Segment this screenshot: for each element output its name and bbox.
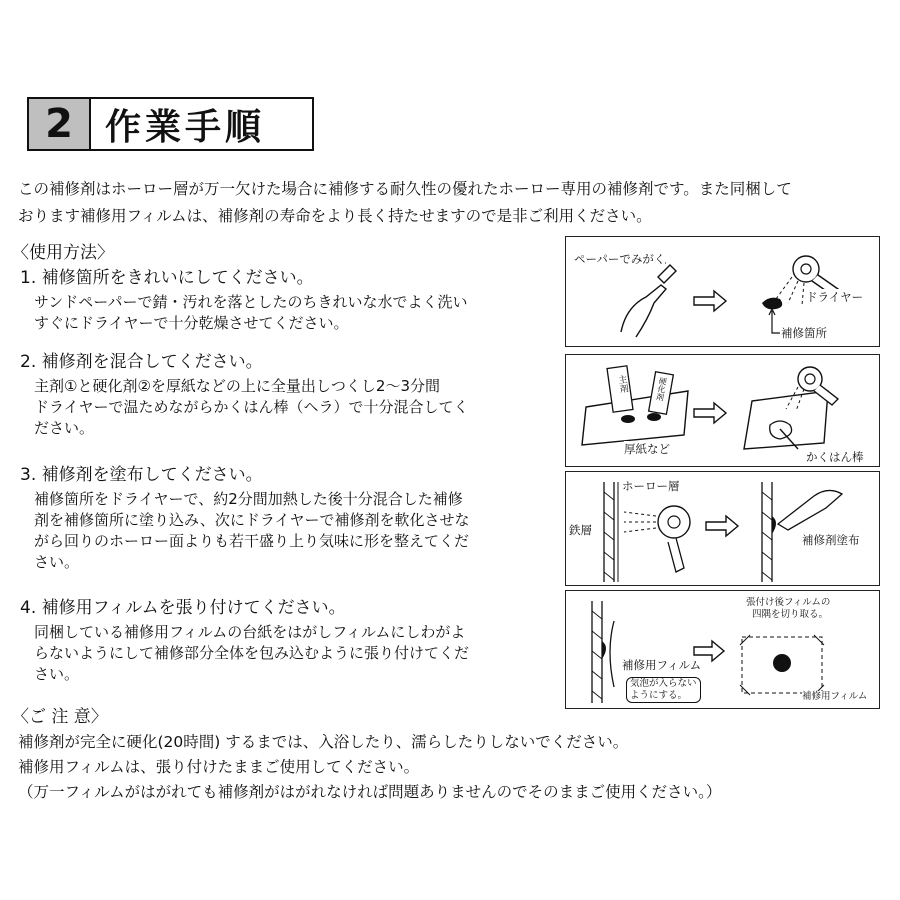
step-body <box>34 292 540 334</box>
step-line: 剤を補修箇所に塗り込み、次にドライヤーで補修剤を軟化させな <box>34 511 470 529</box>
step-title: 1. 補修箇所をきれいにしてください。 <box>20 268 314 288</box>
step-1 <box>20 266 540 334</box>
note-line: （万一フィルムがはがれても補修剤がはがれなければ問題ありませんのでそのままご使用ください。） <box>18 783 722 801</box>
illustration-step-4 <box>565 590 880 709</box>
label-dryer: ドライヤー <box>806 290 864 304</box>
label-enamel-layer: ホーロー層 <box>622 479 680 493</box>
label-main-tube: 主剤 <box>615 374 629 394</box>
label-iron-layer: 鉄層 <box>569 523 592 537</box>
illustration-step-1 <box>565 236 880 347</box>
label-line: 張付け後フィルムの <box>746 597 831 608</box>
label-apply-agent: 補修剤塗布 <box>802 533 860 547</box>
note-line: 補修剤が完全に硬化(20時間) するまでは、入浴したり、濡らしたりしないでください。 <box>18 733 629 751</box>
step-line: さい。 <box>34 665 80 683</box>
step-4 <box>20 596 540 685</box>
notes-heading: 〈ご 注 意〉 <box>12 707 108 727</box>
section-number: 2 <box>29 99 91 149</box>
note-line: 補修用フィルムは、張り付けたままご使用してください。 <box>18 758 420 776</box>
step-line: さい。 <box>34 553 80 571</box>
step-body <box>34 489 540 573</box>
label-cut-corners <box>746 597 830 621</box>
step-2 <box>20 350 540 439</box>
step-line: らないようにして補修部分全体を包み込むように張り付けてくだ <box>34 644 470 662</box>
label-repair-spot: 補修箇所 <box>781 326 827 340</box>
step-line: 補修箇所をドライヤーで、約2分間加熱した後十分混合した補修 <box>34 490 463 508</box>
page-title: 作業手順 <box>105 106 266 148</box>
label-line: 気泡が入らない <box>630 678 697 689</box>
label-stir-stick: かくはん棒 <box>806 450 864 464</box>
step-line: ドライヤーで温ためながらかくはん棒（ヘラ）で十分混合してく <box>34 398 469 416</box>
label-line: ようにする。 <box>630 690 688 701</box>
label-line: 四隅を切り取る。 <box>752 609 829 620</box>
usage-heading: 〈使用方法〉 <box>12 243 114 263</box>
step-line: がら回りのホーロー面よりも若干盛り上り気味に形を整えてくだ <box>34 532 470 550</box>
label-no-bubbles <box>626 677 701 703</box>
step-body <box>34 622 540 685</box>
step-3 <box>20 463 540 573</box>
step-line: ださい。 <box>34 419 95 437</box>
label-repair-film-2: 補修用フィルム <box>802 691 868 702</box>
step-line: すぐにドライヤーで十分乾燥させてください。 <box>34 314 349 332</box>
step-line: 同梱している補修用フィルムの台紙をはがしフィルムにしわがよ <box>34 623 466 641</box>
label-repair-film: 補修用フィルム <box>622 658 702 672</box>
illustration-step-2 <box>565 354 880 467</box>
intro-line: おります補修用フィルムは、補修剤の寿命をより長く持たせますので是非ご利用ください。 <box>18 207 652 225</box>
step-title: 2. 補修剤を混合してください。 <box>20 352 263 372</box>
illustration-step-3 <box>565 471 880 586</box>
step-body <box>34 376 540 439</box>
intro-paragraph <box>18 176 878 230</box>
label-cardboard: 厚紙など <box>624 442 670 456</box>
step-title: 3. 補修剤を塗布してください。 <box>20 465 263 485</box>
step-line: 主剤①と硬化剤②を厚紙などの上に全量出しつくし2〜3分間 <box>34 377 440 395</box>
step-line: サンドペーパーで錆・汚れを落としたのちきれいな水でよく洗い <box>34 293 468 311</box>
intro-line: この補修剤はホーロー層が万一欠けた場合に補修する耐久性の優れたホーロー専用の補修剤です。また同梱して <box>18 180 792 198</box>
applying-drawing <box>566 472 881 587</box>
step-title: 4. 補修用フィルムを張り付けてください。 <box>20 598 346 618</box>
section-title-box <box>27 97 314 151</box>
label-paper: ペーパーでみがく <box>574 252 666 266</box>
label-hardener-tube: 硬化剤 <box>654 376 669 402</box>
